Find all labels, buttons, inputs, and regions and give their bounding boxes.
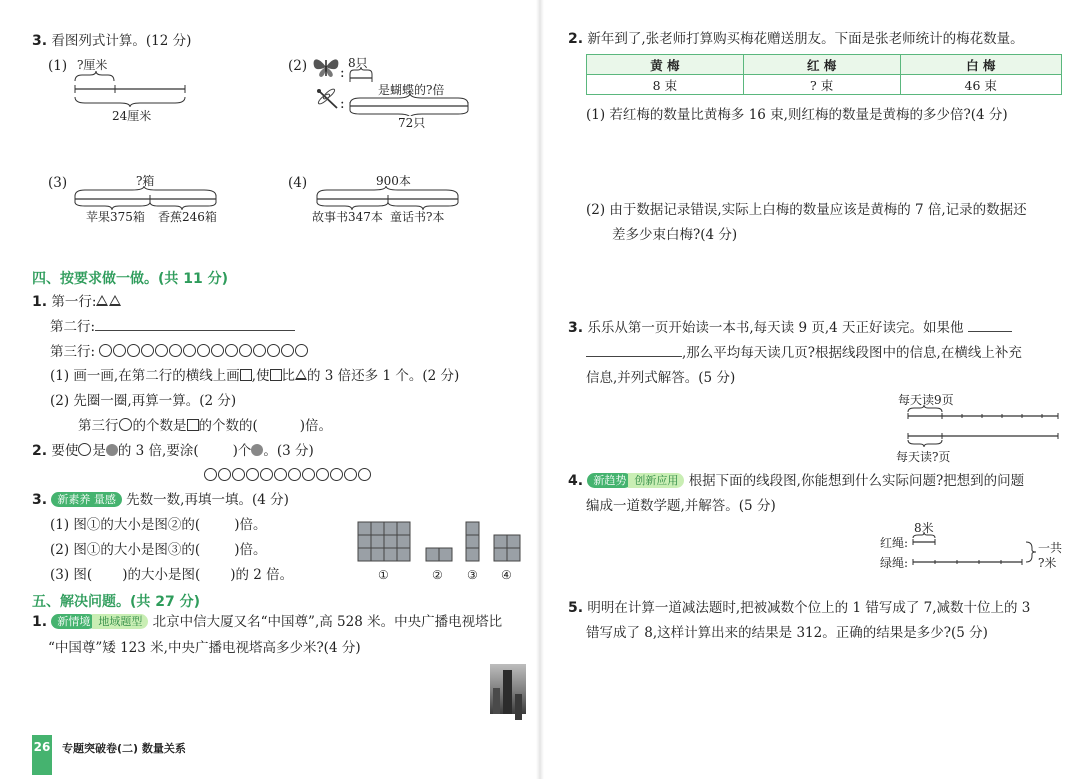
q4-1-row2: 第二行: <box>50 318 295 336</box>
q3-part2-mid: 是蝴蝶的?倍 <box>378 83 445 97</box>
tag-regional: 地域题型 <box>92 614 148 629</box>
q3-part2-colon2: : <box>340 96 345 112</box>
green-rope-label: 绿绳: <box>880 556 909 570</box>
q4-1-sub2: (2) 先圈一圈,再算一算。(2 分) <box>50 393 237 409</box>
q3-part4-seg1: 故事书347本 <box>312 210 383 224</box>
q4-2-circle-row[interactable] <box>204 467 372 485</box>
q3-part1-top: ?厘米 <box>77 58 108 72</box>
square-icon <box>270 369 282 381</box>
figure-label-1: ① <box>378 568 389 582</box>
filled-circle-icon <box>106 444 118 456</box>
circle-icon <box>119 418 132 431</box>
r-q3-top-label: 每天读9页 <box>898 393 954 407</box>
building-photo <box>490 664 526 714</box>
tag-new-trend: 新趋势 <box>587 473 632 488</box>
q4-3-sub2: (2) 图①的大小是图③的( )倍。 <box>50 542 267 558</box>
q3-part1-bottom: 24厘米 <box>112 109 152 123</box>
q5-1-line1: 1. 新情境 地域题型 北京中信大厦又名“中国尊”,高 528 米。中央广播电视塔比 <box>32 614 503 630</box>
q3-part2-label: (2) <box>288 58 308 74</box>
r-q3-line1: 3. 乐乐从第一页开始读一本书,每天读 9 页,4 天正好读完。如果他 <box>568 319 1012 337</box>
info-answer-line[interactable] <box>968 331 1012 332</box>
r-q2-sub1: (1) 若红梅的数量比黄梅多 16 束,则红梅的数量是黄梅的多少倍?(4 分) <box>586 107 1008 123</box>
r-q3-line3: 信息,并列式解答。(5 分) <box>586 370 736 386</box>
table-cell: 8 束 <box>587 75 744 95</box>
table-header: 白 梅 <box>900 55 1062 75</box>
plum-blossom-table <box>586 54 1062 95</box>
triangle-icon <box>109 295 121 306</box>
total-label-1: 一共 <box>1038 541 1063 555</box>
tag-new-literacy: 新素养 量感 <box>51 492 122 507</box>
square-icon <box>240 369 252 381</box>
circle-row <box>99 344 309 360</box>
q4-3-sub1: (1) 图①的大小是图②的( )倍。 <box>50 517 267 533</box>
q3-part1-segment-diagram <box>70 71 190 109</box>
r-q5-line1: 5. 明明在计算一道减法题时,把被减数个位上的 1 错写成了 7,减数十位上的 3 <box>568 600 1031 616</box>
question-3-title: 3. 看图列式计算。(12 分) <box>32 33 192 49</box>
table-cell: 46 束 <box>900 75 1062 95</box>
q3-part3-top: ?箱 <box>136 174 155 188</box>
r-q3-line2: ,那么平均每天读几页?根据线段图中的信息,在横线上补充 <box>586 344 1022 362</box>
q3-part4-top: 900本 <box>376 174 411 188</box>
q4-3-title: 3. 新素养 量感 先数一数,再填一填。(4 分) <box>32 492 289 508</box>
square-icon <box>187 419 199 431</box>
q3-part2-bottom: 72只 <box>398 116 426 130</box>
triangle-icon <box>295 369 307 380</box>
q4-3-sub3: (3) 图( )的大小是图( )的 2 倍。 <box>50 567 294 583</box>
r-q2-sub2-line1: (2) 由于数据记录错误,实际上白梅的数量应该是黄梅的 7 倍,记录的数据还 <box>586 202 1027 218</box>
q3-part2-top: 8只 <box>348 56 368 70</box>
r-q4-segment-diagram <box>910 532 1040 568</box>
total-label-2: ?米 <box>1038 556 1057 570</box>
q3-part4-segment-diagram <box>312 186 464 212</box>
q3-part1-label: (1) <box>48 58 68 74</box>
red-rope-label: 红绳: <box>880 536 909 550</box>
section-5-title: 五、解决问题。(共 27 分) <box>32 594 201 610</box>
q4-1-row3: 第三行: <box>50 343 309 361</box>
filled-circle-icon <box>251 444 263 456</box>
table-header: 红 梅 <box>743 55 900 75</box>
circle-icon <box>78 443 91 456</box>
q3-part3-segment-diagram <box>70 186 222 212</box>
q3-part3-label: (3) <box>48 175 68 191</box>
r-q4-line1: 4. 新趋势 创新应用 根据下面的线段图,你能想到什么实际问题?把想到的问题 <box>568 473 1025 489</box>
q4-1-sub1: (1) 画一画,在第二行的横线上画 ,使 比 的 3 倍还多 1 个。(2 分) <box>50 368 460 384</box>
figure-label-4: ④ <box>501 568 512 582</box>
r-q3-bottom-label: 每天读?页 <box>896 450 951 464</box>
q3-part2-colon1: : <box>340 65 345 81</box>
page-gutter <box>536 0 544 779</box>
r-q2-sub2-line2: 差多少束白梅?(4 分) <box>612 227 738 243</box>
q3-part4-label: (4) <box>288 175 308 191</box>
q4-1-row1: 1. 第一行: <box>32 293 121 311</box>
r-question-2-title: 2. 新年到了,张老师打算购买梅花赠送朋友。下面是张老师统计的梅花数量。 <box>568 31 1024 47</box>
butterfly-icon <box>312 56 340 78</box>
q3-part3-seg2: 香蕉246箱 <box>158 210 217 224</box>
q5-1-line2: “中国尊”矮 123 米,中央广播电视塔高多少米?(4 分) <box>48 640 361 656</box>
dragonfly-icon <box>316 88 340 110</box>
tag-innovation: 创新应用 <box>628 473 684 488</box>
r-q5-line2: 错写成了 8,这样计算出来的结果是 312。正确的结果是多少?(5 分) <box>586 625 988 641</box>
info-answer-line[interactable] <box>586 356 682 357</box>
area-grid-figures <box>356 520 526 566</box>
drawing-answer-line[interactable] <box>95 330 295 331</box>
page-number: 26 <box>32 735 52 775</box>
q3-part3-seg1: 苹果375箱 <box>86 210 145 224</box>
r-q4-top-label: 8米 <box>914 521 934 535</box>
triangle-icon <box>96 295 108 306</box>
table-header: 黄 梅 <box>587 55 744 75</box>
table-cell: ? 束 <box>743 75 900 95</box>
tag-new-context: 新情境 <box>51 614 96 629</box>
section-4-title: 四、按要求做一做。(共 11 分) <box>32 271 229 287</box>
figure-label-3: ③ <box>467 568 478 582</box>
q4-2: 2. 要使 是 的 3 倍,要涂( )个 。(3 分) <box>32 443 314 459</box>
footer-title: 专题突破卷(二) 数量关系 <box>62 742 186 755</box>
r-q3-segment-diagram <box>904 404 1064 448</box>
q3-part4-seg2: 童话书?本 <box>390 210 445 224</box>
figure-label-2: ② <box>432 568 443 582</box>
r-q4-line2: 编成一道数学题,并解答。(5 分) <box>586 498 776 514</box>
q4-1-sub3: 第三行 的个数是 的个数的( )倍。 <box>78 418 333 434</box>
